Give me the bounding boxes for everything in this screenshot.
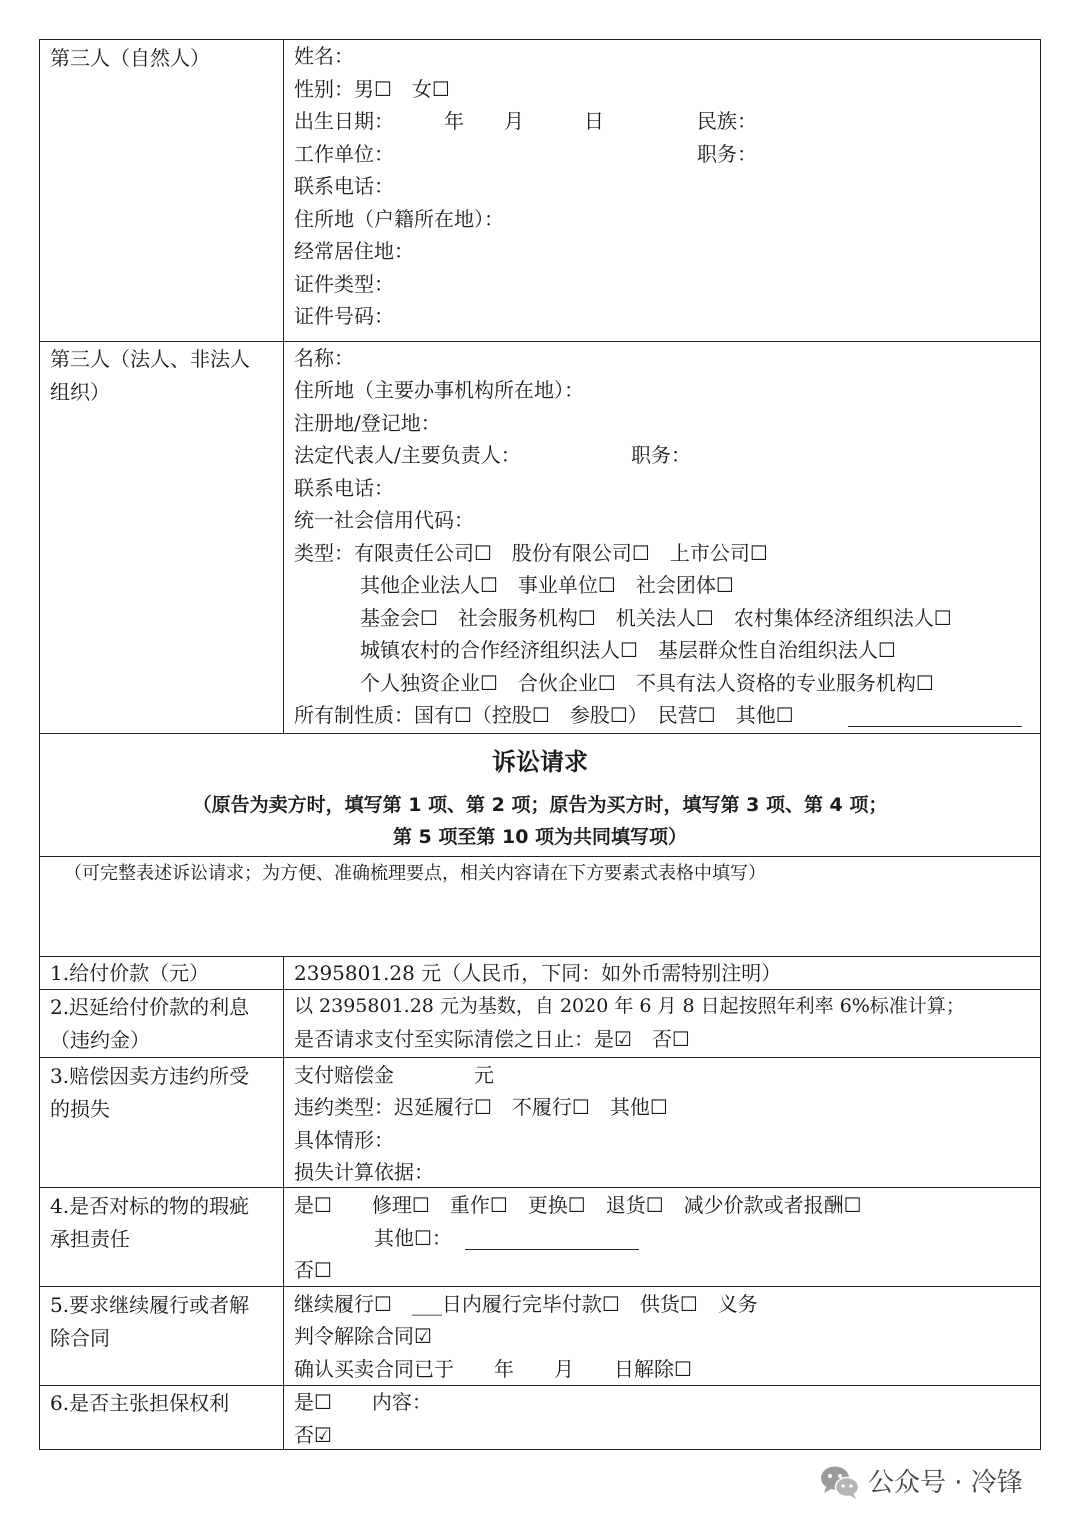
guarantee-yes-option[interactable]: 是☐ 内容： [294, 1390, 432, 1414]
ownership-other-blank[interactable] [848, 726, 1022, 727]
complaint-form-table [39, 39, 1041, 1450]
claims-subtitle-line-2: 第 5 项至第 10 项为共同填写项） [392, 826, 688, 848]
wechat-icon [818, 1460, 862, 1504]
item-2-label [40, 990, 284, 1057]
item-6-row [40, 1385, 1040, 1449]
item-5-fields [294, 1287, 1032, 1385]
label-line: 组织） [50, 379, 110, 404]
credit-code-field[interactable]: 统一社会信用代码： [294, 508, 474, 532]
name-field[interactable]: 姓名： [294, 44, 354, 68]
label-line: 除合同 [50, 1325, 110, 1350]
label-line: 第三人（法人、非法人 [50, 347, 250, 371]
defect-other-blank[interactable] [465, 1249, 639, 1250]
label-line: 3.赔偿因卖方违约所受 [50, 1064, 250, 1088]
claims-description-hint: （可完整表述诉讼请求；为方便、准确梳理要点，相关内容请在下方要素式表格中填写） [64, 863, 766, 884]
natural-person-label [40, 40, 284, 341]
item-1-fields [294, 957, 1032, 989]
legal-person-label [40, 342, 284, 733]
label-line: 1.给付价款（元） [50, 961, 210, 985]
org-type-options[interactable]: 个人独资企业☐ 合伙企业☐ 不具有法人资格的专业服务机构☐ [360, 671, 934, 695]
defect-liability-options[interactable]: 是☐ 修理☐ 重作☐ 更换☐ 退货☐ 减少价款或者报酬☐ [294, 1193, 862, 1217]
registration-place-field[interactable]: 注册地/登记地： [294, 411, 441, 435]
label-line: 4.是否对标的物的瑕疵 [50, 1194, 250, 1218]
label-line: 2.迟延给付价款的利息 [50, 995, 250, 1019]
item-5-row [40, 1286, 1040, 1385]
representative-title-field[interactable]: 职务： [631, 443, 691, 467]
label-line: （违约金） [50, 1027, 150, 1052]
phone-field[interactable]: 联系电话： [294, 174, 394, 198]
ethnicity-field[interactable]: 民族： [697, 109, 757, 133]
item-3-fields [294, 1058, 1032, 1187]
org-type-options[interactable]: 类型：有限责任公司☐ 股份有限公司☐ 上市公司☐ [294, 541, 768, 565]
interest-basis-field[interactable]: 以 2395801.28 元为基数，自 2020 年 6 月 8 日起按照年利率 6%标准计算； [294, 995, 965, 1017]
item-2-row [40, 989, 1040, 1057]
item-2-fields [294, 990, 1032, 1057]
legal-person-row [40, 341, 1040, 733]
watermark-text: 公众号 · 冷锋 [868, 1468, 1023, 1498]
claims-subtitle-line-1: （原告为卖方时，填写第 1 项、第 2 项；原告为买方时，填写第 3 项、第 4 项； [192, 794, 888, 816]
label-line: 第三人（自然人） [50, 46, 210, 70]
item-1-row [40, 956, 1040, 989]
natural-person-fields [294, 40, 1032, 341]
circumstances-field[interactable]: 具体情形： [294, 1128, 394, 1152]
id-number-field[interactable]: 证件号码： [294, 304, 394, 328]
representative-field[interactable]: 法定代表人/主要负责人： [294, 443, 521, 467]
item-6-fields [294, 1386, 1032, 1449]
org-type-options[interactable]: 其他企业法人☐ 事业单位☐ 社会团体☐ [360, 573, 734, 597]
org-type-options[interactable]: 城镇农村的合作经济组织法人☐ 基层群众性自治组织法人☐ [360, 638, 896, 662]
org-phone-field[interactable]: 联系电话： [294, 476, 394, 500]
claims-description-row[interactable] [40, 856, 1040, 956]
guarantee-no-option[interactable]: 否☑ [294, 1423, 332, 1447]
continue-performance-options[interactable]: 继续履行☐ ___日内履行完毕付款☐ 供货☐ 义务 [294, 1292, 758, 1316]
gender-field[interactable]: 性别：男☐ 女☐ [294, 77, 450, 101]
employer-field[interactable]: 工作单位： [294, 142, 394, 166]
label-line: 承担责任 [50, 1226, 130, 1251]
label-line: 5.要求继续履行或者解 [50, 1293, 250, 1317]
org-type-options[interactable]: 基金会☐ 社会服务机构☐ 机关法人☐ 农村集体经济组织法人☐ [360, 606, 952, 630]
item-6-label [40, 1386, 284, 1449]
ownership-options[interactable]: 所有制性质：国有☐（控股☐ 参股☐） 民营☐ 其他☐ [294, 703, 794, 727]
natural-person-row [40, 40, 1040, 341]
job-title-field[interactable]: 职务： [697, 142, 757, 166]
legal-person-fields [294, 342, 1032, 733]
claims-title: 诉讼请求 [492, 748, 588, 776]
contract-terminated-date-option[interactable]: 确认买卖合同已于 年 月 日解除☐ [294, 1357, 692, 1381]
label-line: 的损失 [50, 1096, 110, 1121]
id-type-field[interactable]: 证件类型： [294, 272, 394, 296]
terminate-contract-option[interactable]: 判令解除合同☑ [294, 1324, 432, 1348]
defect-other-option[interactable]: 其他☐： [294, 1226, 452, 1250]
defect-no-option[interactable]: 否☐ [294, 1258, 332, 1282]
item-3-row [40, 1057, 1040, 1187]
price-amount-field[interactable]: 2395801.28 元（人民币，下同：如外币需特别注明） [294, 961, 782, 985]
org-address-field[interactable]: 住所地（主要办事机构所在地）： [294, 378, 584, 402]
domicile-field[interactable]: 住所地（户籍所在地）： [294, 207, 504, 231]
loss-basis-field[interactable]: 损失计算依据： [294, 1160, 434, 1184]
item-4-fields [294, 1188, 1032, 1286]
item-1-label [40, 957, 284, 989]
interest-until-paid-options[interactable]: 是否请求支付至实际清偿之日止：是☑ 否☐ [294, 1027, 690, 1051]
item-4-label [40, 1188, 284, 1286]
claims-header-row [40, 733, 1040, 856]
residence-field[interactable]: 经常居住地： [294, 239, 414, 263]
item-3-label [40, 1058, 284, 1187]
item-5-label [40, 1287, 284, 1385]
label-line: 6.是否主张担保权利 [50, 1391, 230, 1415]
breach-type-options[interactable]: 违约类型：迟延履行☐ 不履行☐ 其他☐ [294, 1095, 668, 1119]
org-name-field[interactable]: 名称： [294, 346, 354, 370]
item-4-row [40, 1187, 1040, 1286]
birth-date-field[interactable]: 出生日期： 年 月 日 [294, 109, 604, 133]
compensation-field[interactable]: 支付赔偿金 元 [294, 1063, 494, 1087]
